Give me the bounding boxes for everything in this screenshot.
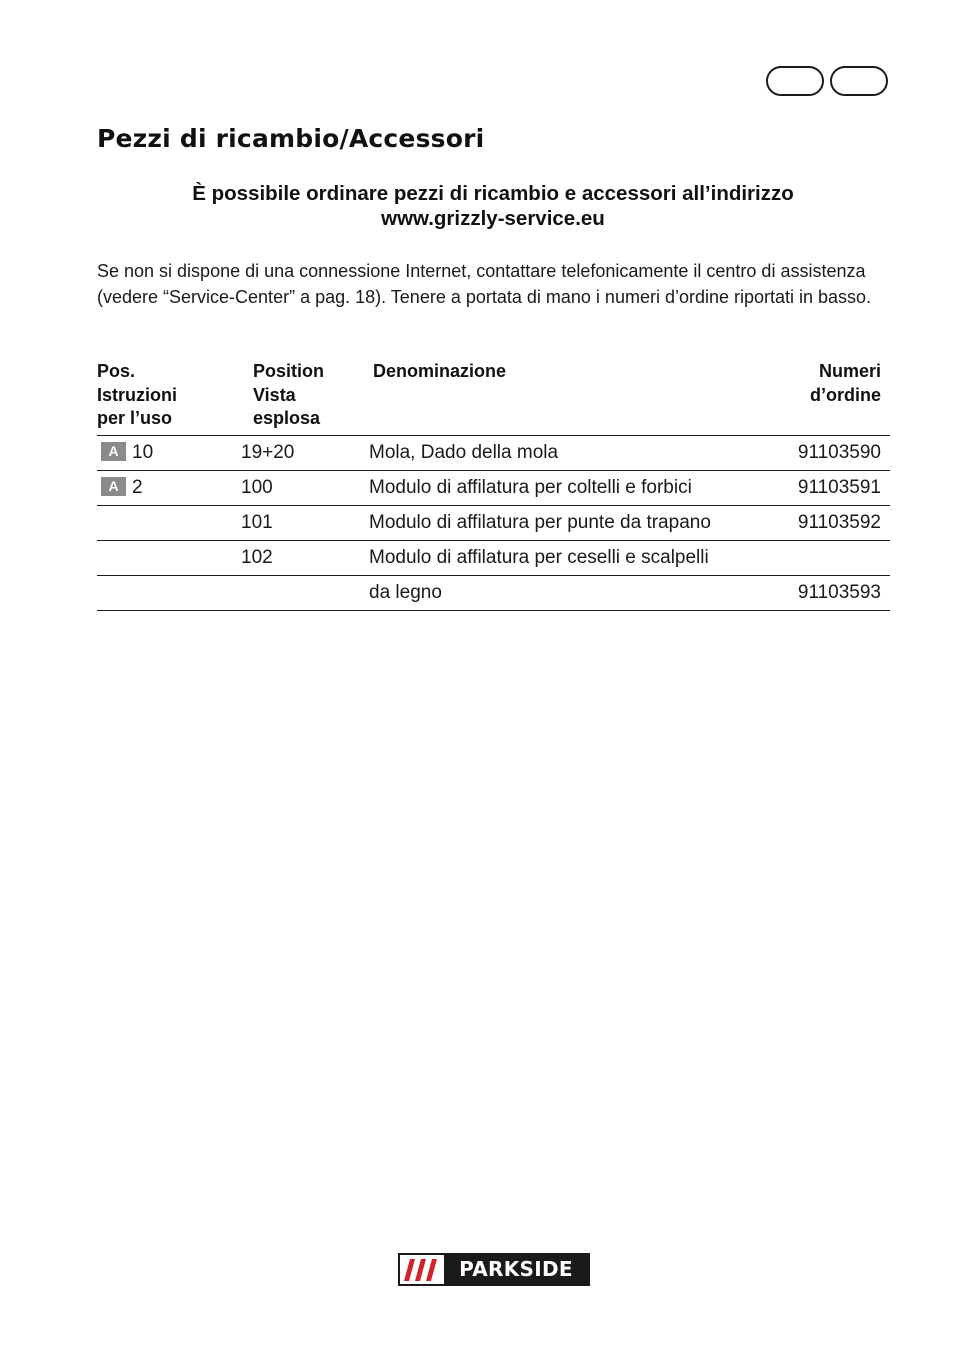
cell-pos-exploded [241,575,365,610]
cell-name: Mola, Dado della mola [365,435,797,470]
header-pos-manual-line: Pos. [97,361,136,381]
header-order-no [797,360,890,435]
cell-pos-manual [97,575,241,610]
cell-name: Modulo di affilatura per coltelli e forbici [365,470,797,505]
header-pos-exploded-line: Vista [253,384,296,405]
pos-manual-value: 10 [132,441,154,463]
intro-paragraph: Se non si dispone di una connessione Internet, contattare telefonicamente il centro di assistenza (vedere “Service-Center” a pag. 18). Tenere a portata di mano i numeri d’ordine riportati in basso. [97,261,872,307]
header-pos-exploded [241,360,365,435]
cell-order-no: 91103590 [797,435,890,470]
brand-name: PARKSIDE [444,1255,588,1284]
parkside-stripes-icon [400,1255,444,1284]
language-badges [766,66,888,96]
table-row [97,540,890,575]
header-name [365,360,797,435]
cell-name: da legno [365,575,797,610]
cell-pos-exploded: 101 [241,505,365,540]
table-header-row [97,360,890,435]
page-title: Pezzi di ricambio/Accessori [97,124,485,153]
header-pos-exploded-line: esplosa [253,408,321,428]
cell-order-no: 91103591 [797,470,890,505]
header-pos-manual-line: Istruzioni [97,384,177,405]
table-row [97,435,890,470]
cell-pos-exploded: 102 [241,540,365,575]
header-order-no-line: Numeri [818,361,881,381]
cell-pos-manual [97,435,241,470]
cell-name: Modulo di affilatura per punte da trapano [365,505,797,540]
header-name-text: Denominazione [373,361,507,381]
language-badge-left [766,66,824,96]
cell-pos-manual [97,470,241,505]
header-pos-exploded-line: Position [253,361,324,381]
cell-order-no: 91103592 [797,505,890,540]
figure-ref-badge: A [101,442,126,461]
order-info-line: È possibile ordinare pezzi di ricambio e accessori all’indirizzo [192,182,794,205]
cell-pos-exploded: 19+20 [241,435,365,470]
header-pos-manual [97,360,241,435]
header-order-no-line: d’ordine [810,384,881,405]
cell-pos-manual [97,540,241,575]
cell-name: Modulo di affilatura per ceselli e scalpelli [365,540,797,575]
cell-pos-exploded: 100 [241,470,365,505]
cell-order-no: 91103593 [797,575,890,610]
language-badge-right [830,66,888,96]
table-row [97,505,890,540]
cell-order-no [797,540,890,575]
order-info-url: www.grizzly-service.eu [381,207,605,230]
table-row [97,470,890,505]
cell-pos-manual [97,505,241,540]
pos-manual-value: 2 [132,476,143,498]
figure-ref-badge: A [101,477,126,496]
order-info [97,181,889,231]
parkside-logo [398,1253,590,1286]
table-row [97,575,890,610]
spare-parts-table [97,360,890,611]
header-pos-manual-line: per l’uso [97,408,173,428]
